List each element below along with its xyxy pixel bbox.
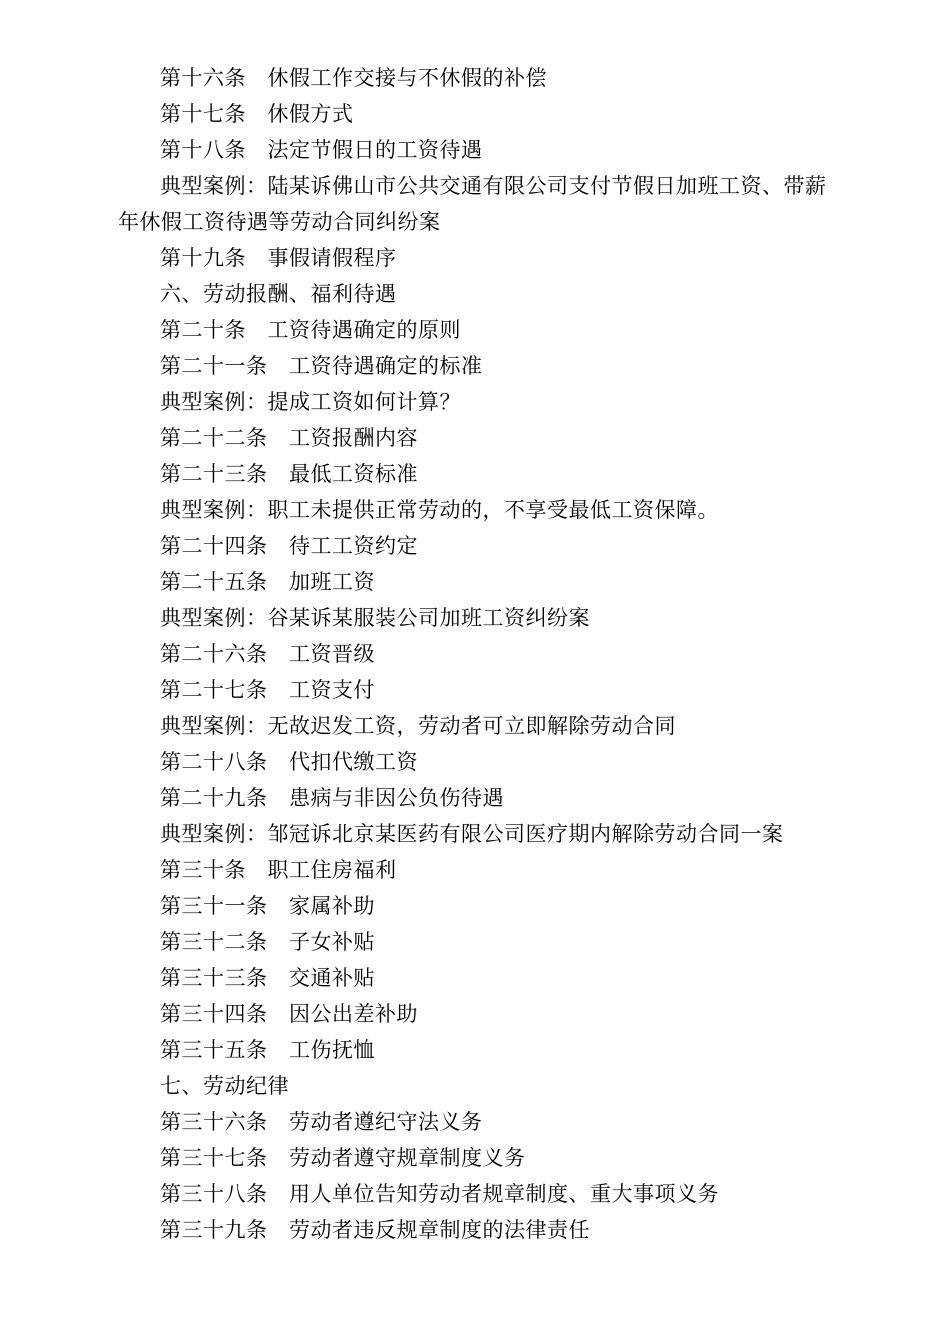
toc-line-article: 第二十九条 患病与非因公负伤待遇	[160, 786, 504, 810]
toc-line-article: 第二十三条 最低工资标准	[160, 462, 418, 486]
toc-line-article: 第三十四条 因公出差补助	[160, 1002, 418, 1026]
toc-line-article: 第二十七条 工资支付	[160, 678, 375, 702]
toc-line-article: 第三十八条 用人单位告知劳动者规章制度、重大事项义务	[160, 1182, 719, 1206]
toc-line-case: 典型案例：职工未提供正常劳动的，不享受最低工资保障。	[160, 498, 719, 522]
toc-line-article: 第三十条 职工住房福利	[160, 858, 397, 882]
toc-line-article: 第十八条 法定节假日的工资待遇	[160, 138, 483, 162]
toc-line-article: 第十六条 休假工作交接与不休假的补偿	[160, 66, 547, 90]
toc-line-article: 第十七条 休假方式	[160, 102, 354, 126]
toc-line-article: 第二十五条 加班工资	[160, 570, 375, 594]
toc-line-article: 第二十四条 待工工资约定	[160, 534, 418, 558]
toc-line-article: 第三十一条 家属补助	[160, 894, 375, 918]
toc-line-article: 第三十六条 劳动者遵纪守法义务	[160, 1110, 483, 1134]
toc-line-article: 第三十九条 劳动者违反规章制度的法律责任	[160, 1218, 590, 1242]
toc-line-article: 第三十五条 工伤抚恤	[160, 1038, 375, 1062]
toc-line-case: 典型案例：陆某诉佛山市公共交通有限公司支付节假日加班工资、带薪年休假工资待遇等劳动合同纠纷案	[118, 174, 827, 234]
toc-lines	[118, 60, 832, 1248]
toc-line-article: 第三十二条 子女补贴	[160, 930, 375, 954]
toc-line-article: 第二十八条 代扣代缴工资	[160, 750, 418, 774]
toc-line-article: 第三十三条 交通补贴	[160, 966, 375, 990]
toc-line-case: 典型案例：谷某诉某服装公司加班工资纠纷案	[160, 606, 590, 630]
toc-line-article: 第十九条 事假请假程序	[160, 246, 397, 270]
toc-line-case: 典型案例：提成工资如何计算？	[160, 390, 461, 414]
toc-line-article: 第二十二条 工资报酬内容	[160, 426, 418, 450]
toc-line-section: 六、劳动报酬、福利待遇	[160, 282, 397, 306]
toc-line-case: 典型案例：邹冠诉北京某医药有限公司医疗期内解除劳动合同一案	[160, 822, 784, 846]
toc-line-article: 第二十六条 工资晋级	[160, 642, 375, 666]
toc-line-article: 第三十七条 劳动者遵守规章制度义务	[160, 1146, 526, 1170]
toc-line-case: 典型案例：无故迟发工资，劳动者可立即解除劳动合同	[160, 714, 676, 738]
toc-line-article: 第二十条 工资待遇确定的原则	[160, 318, 461, 342]
toc-line-article: 第二十一条 工资待遇确定的标准	[160, 354, 483, 378]
toc-line-section: 七、劳动纪律	[160, 1074, 289, 1098]
